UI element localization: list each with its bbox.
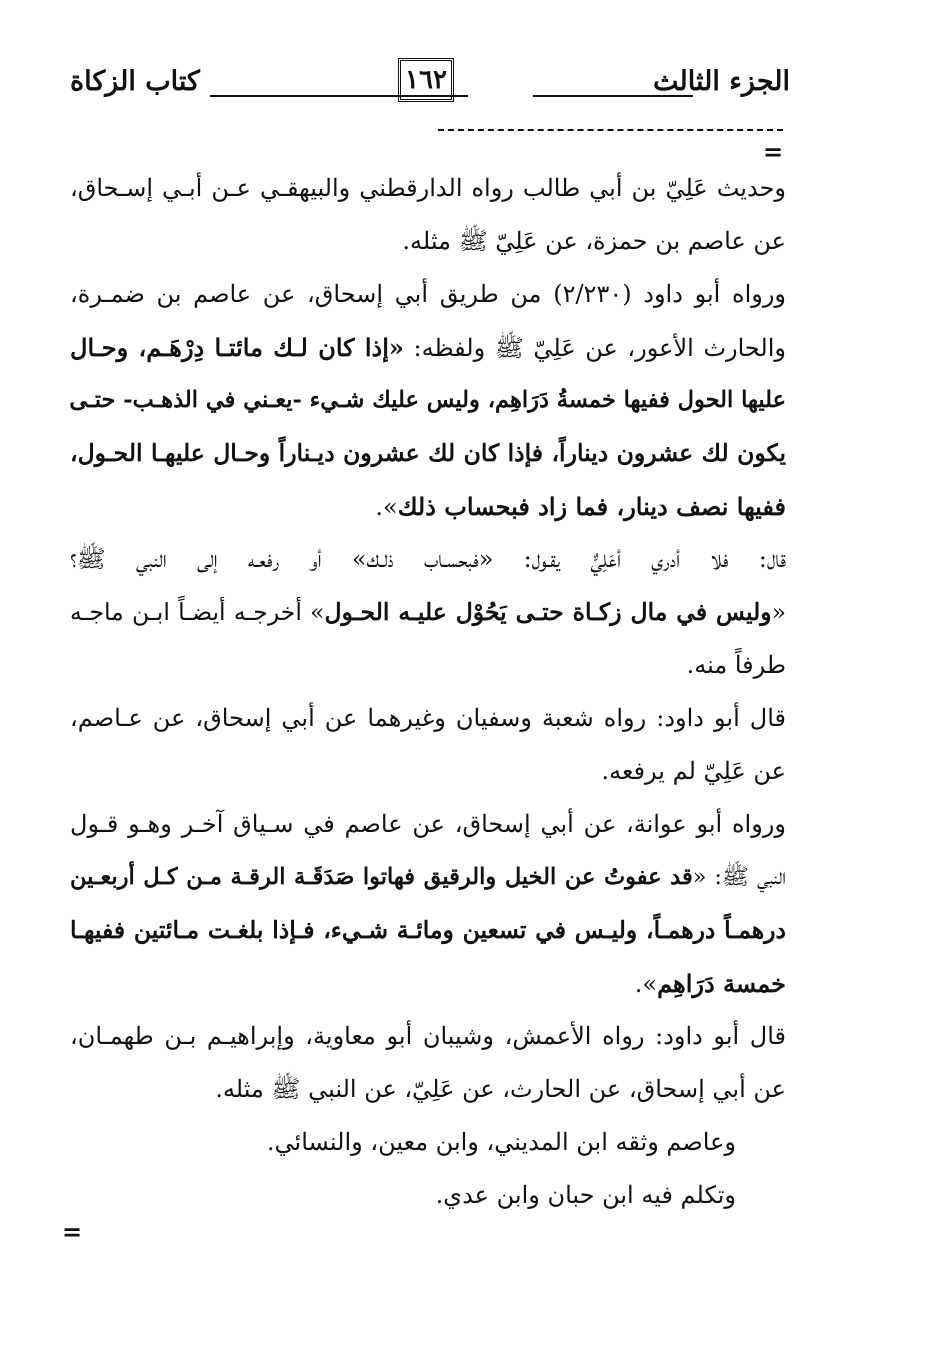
- continuation-mark-bottom: =: [62, 1217, 83, 1246]
- text-line: [70, 480, 786, 533]
- quoted-text: وليس في مال زكـاة حتـى يَحُوْل عليـه الحـول: [324, 598, 772, 626]
- text-line: [70, 533, 786, 586]
- page-number: ١٦٢: [398, 58, 454, 102]
- text-segment: وتكلم فيه ابن حبان وابن عدي.: [435, 1181, 736, 1209]
- text-segment: قال: فلا أدري أعَلِيٌّ يقـول: «فبحسـاب ذلـك» أو رفعـه إلى النبي ﷺ؟: [70, 545, 786, 573]
- text-segment: ورواه أبو داود (٢/٢٣٠) من طريق أبي إسحاق، عن عاصم بن ضمـرة،: [70, 280, 787, 308]
- text-segment: ».: [634, 970, 658, 998]
- text-line: [70, 692, 786, 745]
- header-dashed-rule: [438, 129, 783, 131]
- body-text: [70, 162, 786, 1222]
- header-rule-left: [210, 95, 468, 97]
- volume-title: الجزء الثالث: [653, 66, 790, 97]
- text-line: [70, 639, 786, 692]
- page-header: [70, 58, 790, 118]
- text-line: [70, 851, 786, 904]
- text-segment: وعاصم وثقه ابن المديني، وابن معين، والنسائي.: [266, 1128, 736, 1156]
- text-line: [70, 586, 786, 639]
- text-segment: ورواه أبو عوانة، عن أبي إسحاق، عن عاصم في سـياق آخـر وهـو قـول: [70, 810, 786, 838]
- text-line: [70, 374, 786, 427]
- text-line: [70, 427, 786, 480]
- text-segment: النبي ﷺ: «: [692, 864, 786, 890]
- quoted-text: يكون لك عشرون ديناراً، فإذا كان لك عشرون ديـناراً وحـال عليهـا الحـول،: [70, 439, 786, 467]
- text-line: [70, 798, 786, 851]
- text-line: [70, 1116, 786, 1169]
- quoted-text: خمسة دَرَاهِم: [657, 969, 786, 998]
- text-segment: ».: [375, 493, 398, 521]
- text-line: [70, 215, 786, 268]
- text-segment: عن عَلِيّ لم يرفعه.: [601, 757, 786, 785]
- quoted-text: عليها الحول ففيها خمسةُ دَرَاهِم، وليس عليك شـيء -يعـني في الذهـب- حتـى: [69, 387, 786, 413]
- text-segment: قال أبو داود: رواه شعبة وسفيان وغيرهما عن أبي إسحاق، عن عـاصم،: [70, 704, 786, 732]
- text-line: [70, 904, 786, 957]
- text-line: [70, 321, 786, 374]
- text-segment: طرفاً منه.: [686, 651, 786, 679]
- text-segment: قال أبو داود: رواه الأعمش، وشيبان أبو معاوية، وإبراهيـم بـن طهمـان،: [70, 1022, 786, 1050]
- header-rule-right: [533, 95, 693, 97]
- text-line: [70, 1169, 786, 1222]
- text-segment: عن أبي إسحاق، عن الحارث، عن عَلِيّ، عن النبي ﷺ مثله.: [215, 1075, 786, 1103]
- quoted-text: درهمـاً درهمـاً، وليـس في تسعين ومائـة شـيء، فـإذا بلغـت مـائتين ففيهـا: [70, 916, 786, 944]
- text-segment: عن عاصم بن حمزة، عن عَلِيّ ﷺ مثله.: [402, 227, 786, 255]
- text-line: [70, 957, 786, 1010]
- text-line: [70, 1063, 786, 1116]
- quoted-text: «إذا كان لـك مائتـا دِرْهَـم، وحـال: [70, 333, 404, 362]
- quoted-text: قد عفوتُ عن الخيل والرقيق فهاتوا صَدَقَـة الرقـة مـن كـل أربعـين: [70, 864, 693, 890]
- text-segment: «: [771, 598, 786, 626]
- continuation-mark-top: =: [763, 137, 784, 166]
- text-line: [70, 745, 786, 798]
- text-segment: والحارث الأعور، عن عَلِيّ ﷺ ولفظه:: [403, 334, 786, 362]
- book-title: كتاب الزكاة: [70, 66, 200, 97]
- text-segment: » أخرجـه أيضـاً ابـن ماجـه: [70, 598, 325, 626]
- text-line: [70, 1010, 786, 1063]
- text-line: [70, 162, 786, 215]
- text-segment: وحديث عَلِيّ بن أبي طالب رواه الدارقطني والبيهقـي عـن أبـي إسـحاق،: [70, 174, 786, 202]
- text-line: [70, 268, 786, 321]
- quoted-text: ففيها نصف دينار، فما زاد فبحساب ذلك: [397, 492, 786, 521]
